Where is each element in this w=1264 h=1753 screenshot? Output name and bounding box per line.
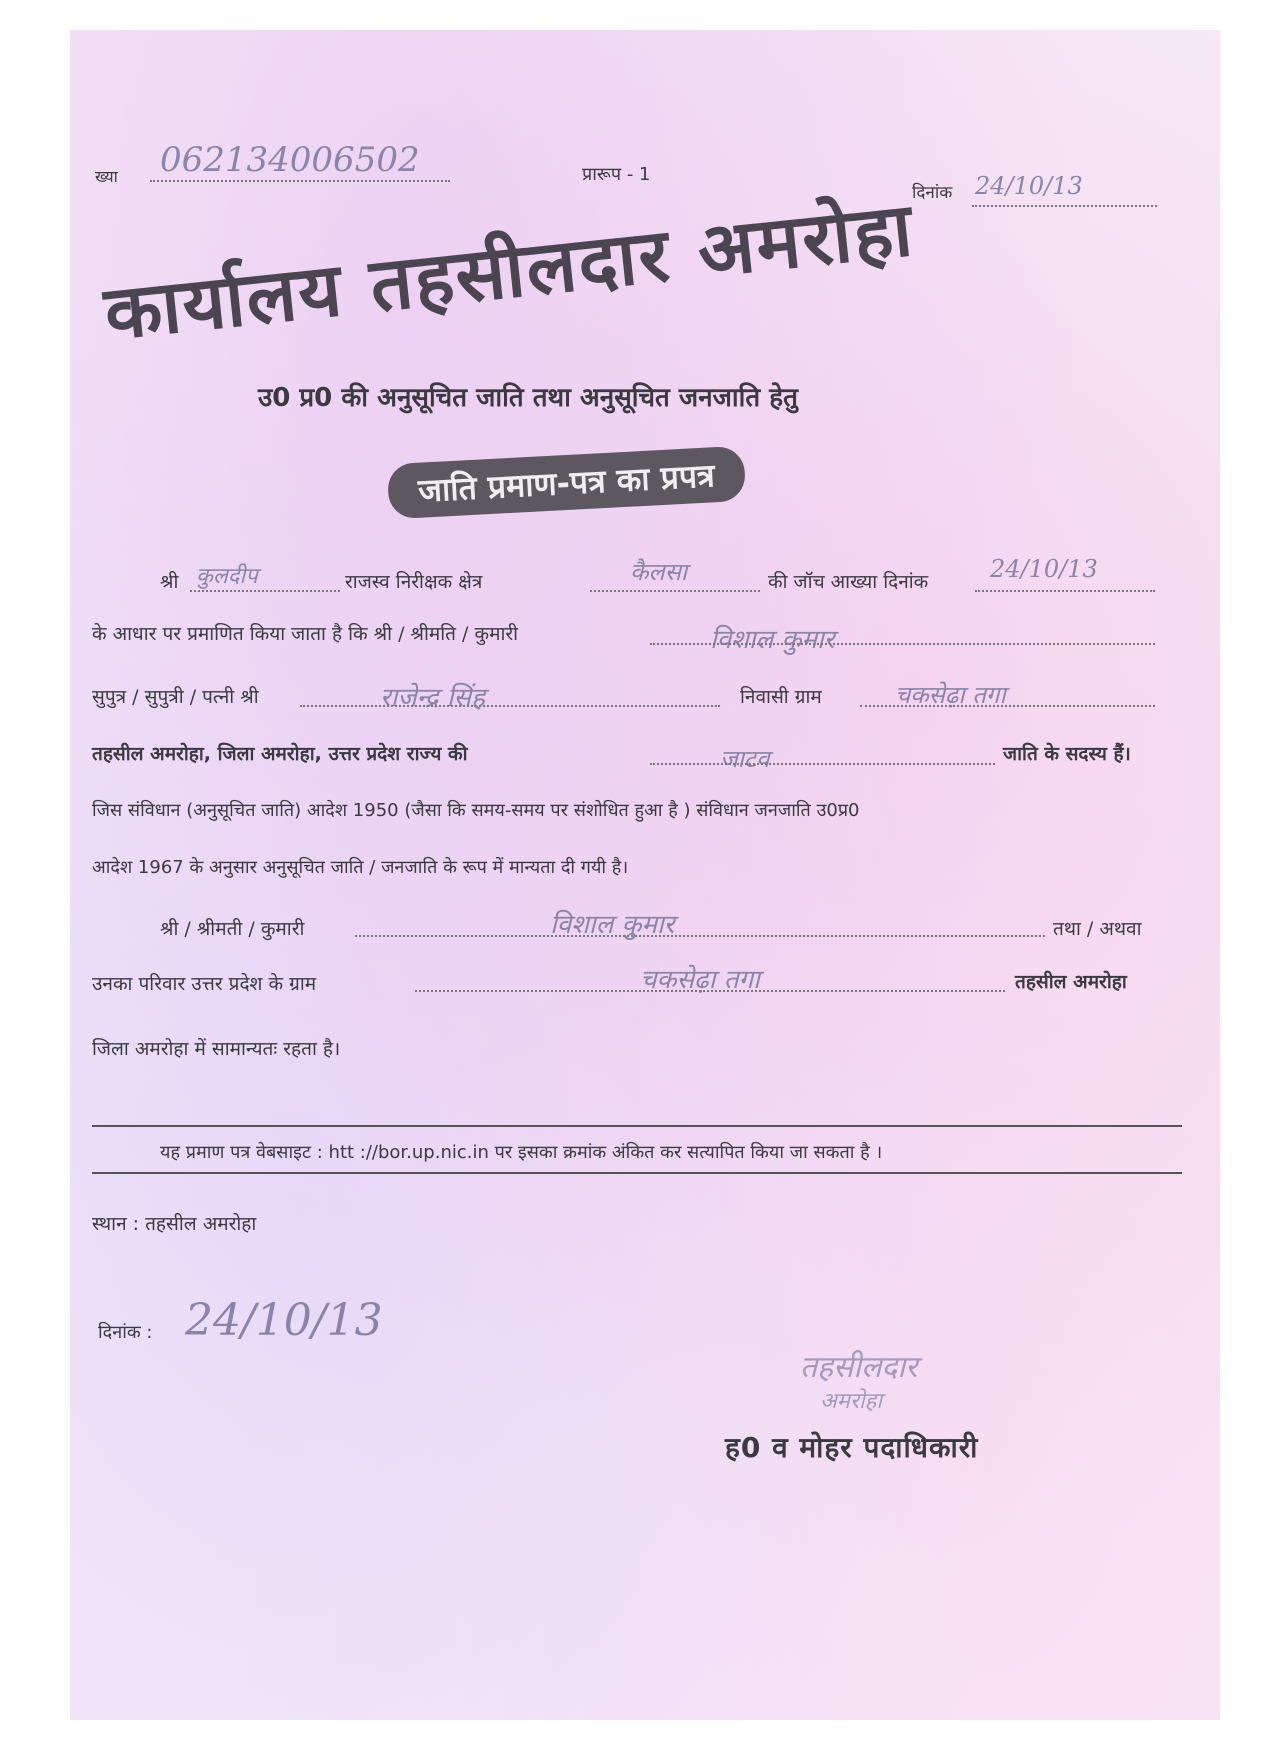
report-date-dotted-line <box>975 590 1155 592</box>
inspector-name: कुलदीप <box>196 564 258 589</box>
applicant-name: विशाल कुमार <box>710 625 835 655</box>
constitution-order-text: जिस संविधान (अनुसूचित जाति) आदेश 1950 (जैसा कि समय-समय पर संशोधित हुआ है ) संविधान जनजाति उ0प्र0 <box>92 800 860 821</box>
residence-text: जिला अमरोहा में सामान्यतः रहता है। <box>92 1038 341 1060</box>
tehsil-district-text: तहसील अमरोहा, जिला अमरोहा, उत्तर प्रदेश राज्य की <box>92 743 468 765</box>
form-number: प्रारूप - 1 <box>582 164 651 185</box>
inspector-dotted-line <box>190 590 340 592</box>
footer-date-label: दिनांक : <box>98 1322 153 1343</box>
footer-date-value: 24/10/13 <box>185 1295 383 1346</box>
family-village-text: उनका परिवार उत्तर प्रदेश के ग्राम <box>92 973 317 995</box>
tehsil-amroha-text: तहसील अमरोहा <box>1015 971 1127 993</box>
serial-label: ख्या <box>95 167 118 186</box>
form-banner: जाति प्रमाण-पत्र का प्रपत्र <box>387 446 746 520</box>
certify-text: के आधार पर प्रमाणित किया जाता है कि श्री / श्रीमति / कुमारी <box>92 623 519 645</box>
place-label: स्थान : तहसील अमरोहा <box>92 1213 257 1235</box>
date-value: 24/10/13 <box>975 172 1083 200</box>
family-village-dotted-line <box>415 990 1005 992</box>
father-dotted-line <box>300 705 720 707</box>
stamp-designation: तहसीलदार <box>800 1350 918 1385</box>
shri-label: श्री <box>160 571 179 593</box>
village-name: चकसेढ़ा तगा <box>895 681 1006 709</box>
note-bottom-rule <box>92 1172 1182 1174</box>
applicant-name-repeat: विशाल कुमार <box>550 910 675 940</box>
date-label: दिनांक <box>912 183 953 203</box>
and-or-text: तथा / अथवा <box>1053 918 1142 940</box>
father-name: राजेन्द्र सिंह <box>380 683 485 713</box>
report-text: की जॉच आख्या दिनांक <box>768 571 929 593</box>
caste-dotted-line <box>650 763 995 765</box>
inspection-area: कैलसा <box>630 558 688 586</box>
shri-shrimati-kumari-label: श्री / श्रीमती / कुमारी <box>160 918 305 940</box>
stamp-place: अमरोहा <box>820 1389 883 1414</box>
area-dotted-line <box>590 590 760 592</box>
serial-dotted-line <box>150 180 450 182</box>
name-repeat-dotted-line <box>355 935 1045 937</box>
note-top-rule <box>92 1125 1182 1127</box>
applicant-dotted-line <box>650 643 1155 645</box>
relation-text: सुपुत्र / सुपुत्री / पत्नी श्री <box>92 686 259 708</box>
family-village-name: चकसेढ़ा तगा <box>640 965 760 995</box>
subtitle: उ0 प्र0 की अनुसूचित जाति तथा अनुसूचित जनजाति हेतु <box>258 383 798 413</box>
inspector-text: राजस्व निरीक्षक क्षेत्र <box>345 571 483 593</box>
signature-label: ह0 व मोहर पदाधिकारी <box>725 1431 979 1464</box>
village-label: निवासी ग्राम <box>740 686 822 708</box>
caste-name: जाटव <box>720 745 770 773</box>
report-date: 24/10/13 <box>990 555 1098 583</box>
office-title: कार्यालय तहसीलदार अमरोहा <box>100 186 919 358</box>
date-dotted-line <box>972 205 1157 207</box>
website-note: यह प्रमाण पत्र वेबसाइट : htt ://bor.up.nic.in पर इसका क्रमांक अंकित कर सत्यापित किया जा सकता है । <box>160 1142 883 1163</box>
serial-number: 062134006502 <box>160 140 420 180</box>
caste-member-text: जाति के सदस्य हैं। <box>1003 743 1131 765</box>
recognition-text: आदेश 1967 के अनुसार अनुसूचित जाति / जनजाति के रूप में मान्यता दी गयी है। <box>92 857 629 878</box>
village-dotted-line <box>860 705 1155 707</box>
